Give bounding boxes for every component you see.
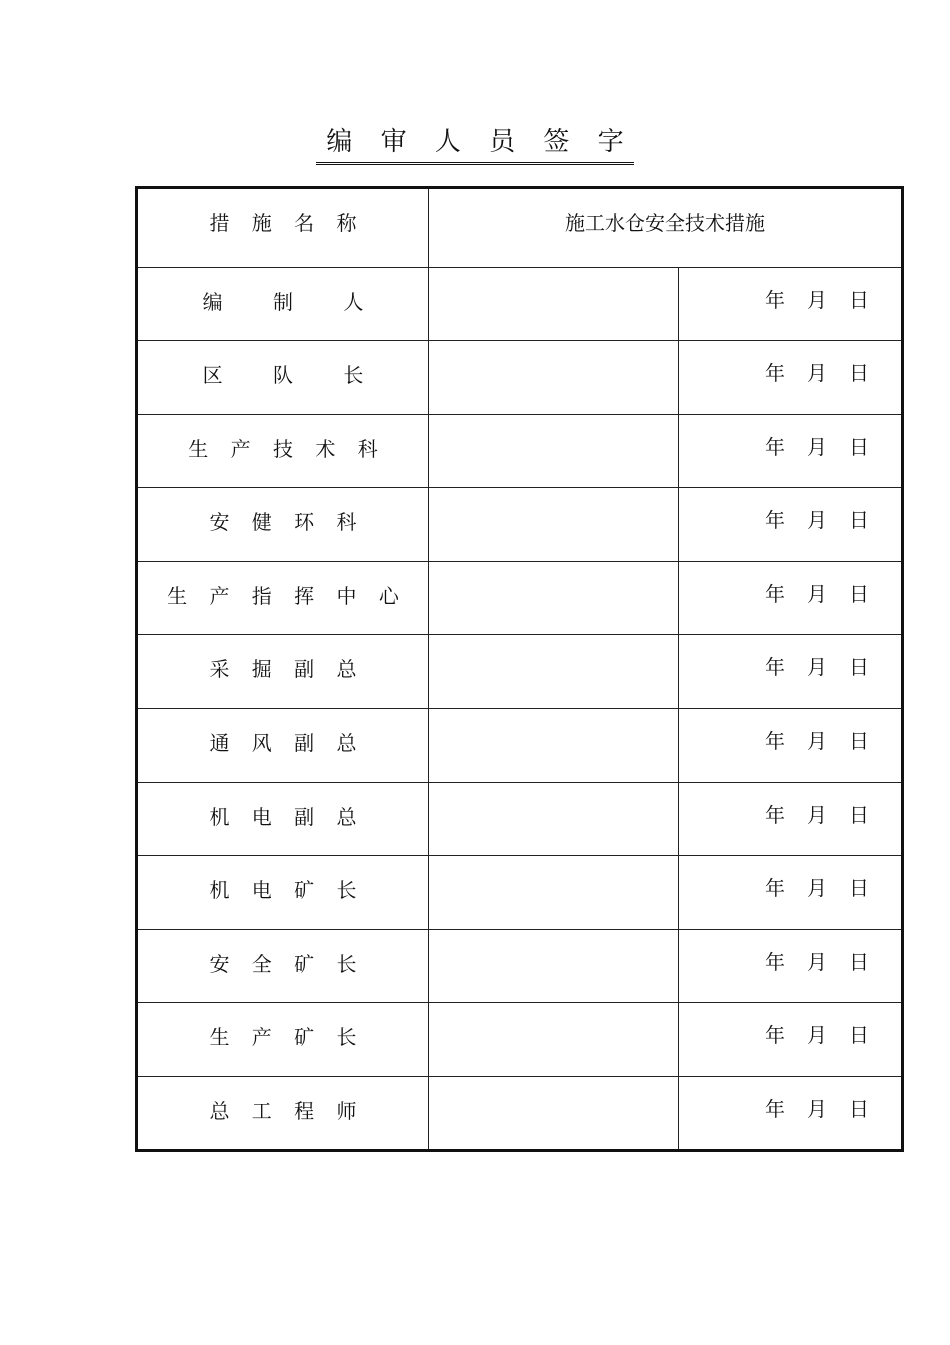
date-day: 日 <box>849 288 869 312</box>
date-field[interactable] <box>679 709 903 783</box>
date-day: 日 <box>849 729 869 753</box>
date-field[interactable] <box>679 488 903 562</box>
date-field[interactable] <box>679 1077 903 1151</box>
signature-field[interactable] <box>429 635 679 709</box>
signature-field[interactable] <box>429 1077 679 1151</box>
date-year: 年 <box>765 508 785 532</box>
date-year: 年 <box>765 361 785 385</box>
table-row <box>137 488 903 562</box>
date-day: 日 <box>849 950 869 974</box>
row-label: 区 队 长 <box>137 341 429 415</box>
date-field[interactable] <box>679 415 903 488</box>
date-day: 日 <box>849 582 869 606</box>
header-row <box>137 188 903 268</box>
date-field[interactable] <box>679 783 903 856</box>
date-day: 日 <box>849 655 869 679</box>
date-year: 年 <box>765 655 785 679</box>
date-day: 日 <box>849 1023 869 1047</box>
date-month: 月 <box>807 582 827 606</box>
date-field[interactable] <box>679 268 903 341</box>
row-label: 生 产 矿 长 <box>137 1003 429 1077</box>
date-month: 月 <box>807 1097 827 1121</box>
date-month: 月 <box>807 803 827 827</box>
row-label: 生 产 技 术 科 <box>137 415 429 488</box>
signature-field[interactable] <box>429 562 679 635</box>
date-month: 月 <box>807 1023 827 1047</box>
table-row <box>137 856 903 930</box>
date-year: 年 <box>765 1023 785 1047</box>
row-label: 通 风 副 总 <box>137 709 429 783</box>
measure-name-label: 措 施 名 称 <box>137 188 429 268</box>
date-day: 日 <box>849 435 869 459</box>
date-year: 年 <box>765 950 785 974</box>
date-month: 月 <box>807 876 827 900</box>
row-label: 编 制 人 <box>137 268 429 341</box>
row-label: 生 产 指 挥 中 心 <box>137 562 429 635</box>
date-month: 月 <box>807 288 827 312</box>
date-month: 月 <box>807 655 827 679</box>
signature-field[interactable] <box>429 415 679 488</box>
table-row <box>137 341 903 415</box>
date-year: 年 <box>765 729 785 753</box>
signature-field[interactable] <box>429 268 679 341</box>
row-label: 机 电 副 总 <box>137 783 429 856</box>
row-label: 总 工 程 师 <box>137 1077 429 1151</box>
date-field[interactable] <box>679 856 903 930</box>
row-label: 安 健 环 科 <box>137 488 429 562</box>
date-field[interactable] <box>679 562 903 635</box>
date-field[interactable] <box>679 1003 903 1077</box>
signature-field[interactable] <box>429 783 679 856</box>
date-year: 年 <box>765 803 785 827</box>
date-month: 月 <box>807 950 827 974</box>
row-label: 安 全 矿 长 <box>137 930 429 1003</box>
date-month: 月 <box>807 729 827 753</box>
table-row <box>137 562 903 635</box>
date-year: 年 <box>765 288 785 312</box>
signature-field[interactable] <box>429 856 679 930</box>
signature-field[interactable] <box>429 709 679 783</box>
table-row <box>137 783 903 856</box>
table-row <box>137 415 903 488</box>
page-title-text: 编 审 人 员 签 字 <box>316 122 633 165</box>
date-day: 日 <box>849 803 869 827</box>
date-day: 日 <box>849 1097 869 1121</box>
signature-field[interactable] <box>429 488 679 562</box>
signature-field[interactable] <box>429 1003 679 1077</box>
row-label: 机 电 矿 长 <box>137 856 429 930</box>
date-field[interactable] <box>679 341 903 415</box>
signature-field[interactable] <box>429 341 679 415</box>
table-row <box>137 930 903 1003</box>
table-row <box>137 635 903 709</box>
date-year: 年 <box>765 876 785 900</box>
date-field[interactable] <box>679 930 903 1003</box>
date-year: 年 <box>765 1097 785 1121</box>
date-month: 月 <box>807 435 827 459</box>
measure-name-value: 施工水仓安全技术措施 <box>429 188 903 268</box>
table-row <box>137 1077 903 1151</box>
date-year: 年 <box>765 435 785 459</box>
date-month: 月 <box>807 508 827 532</box>
date-field[interactable] <box>679 635 903 709</box>
date-month: 月 <box>807 361 827 385</box>
date-year: 年 <box>765 582 785 606</box>
date-day: 日 <box>849 508 869 532</box>
row-label: 采 掘 副 总 <box>137 635 429 709</box>
table-row <box>137 1003 903 1077</box>
signature-table <box>135 186 904 1152</box>
table-row <box>137 709 903 783</box>
signature-field[interactable] <box>429 930 679 1003</box>
page-title <box>0 122 950 165</box>
date-day: 日 <box>849 361 869 385</box>
table-row <box>137 268 903 341</box>
date-day: 日 <box>849 876 869 900</box>
